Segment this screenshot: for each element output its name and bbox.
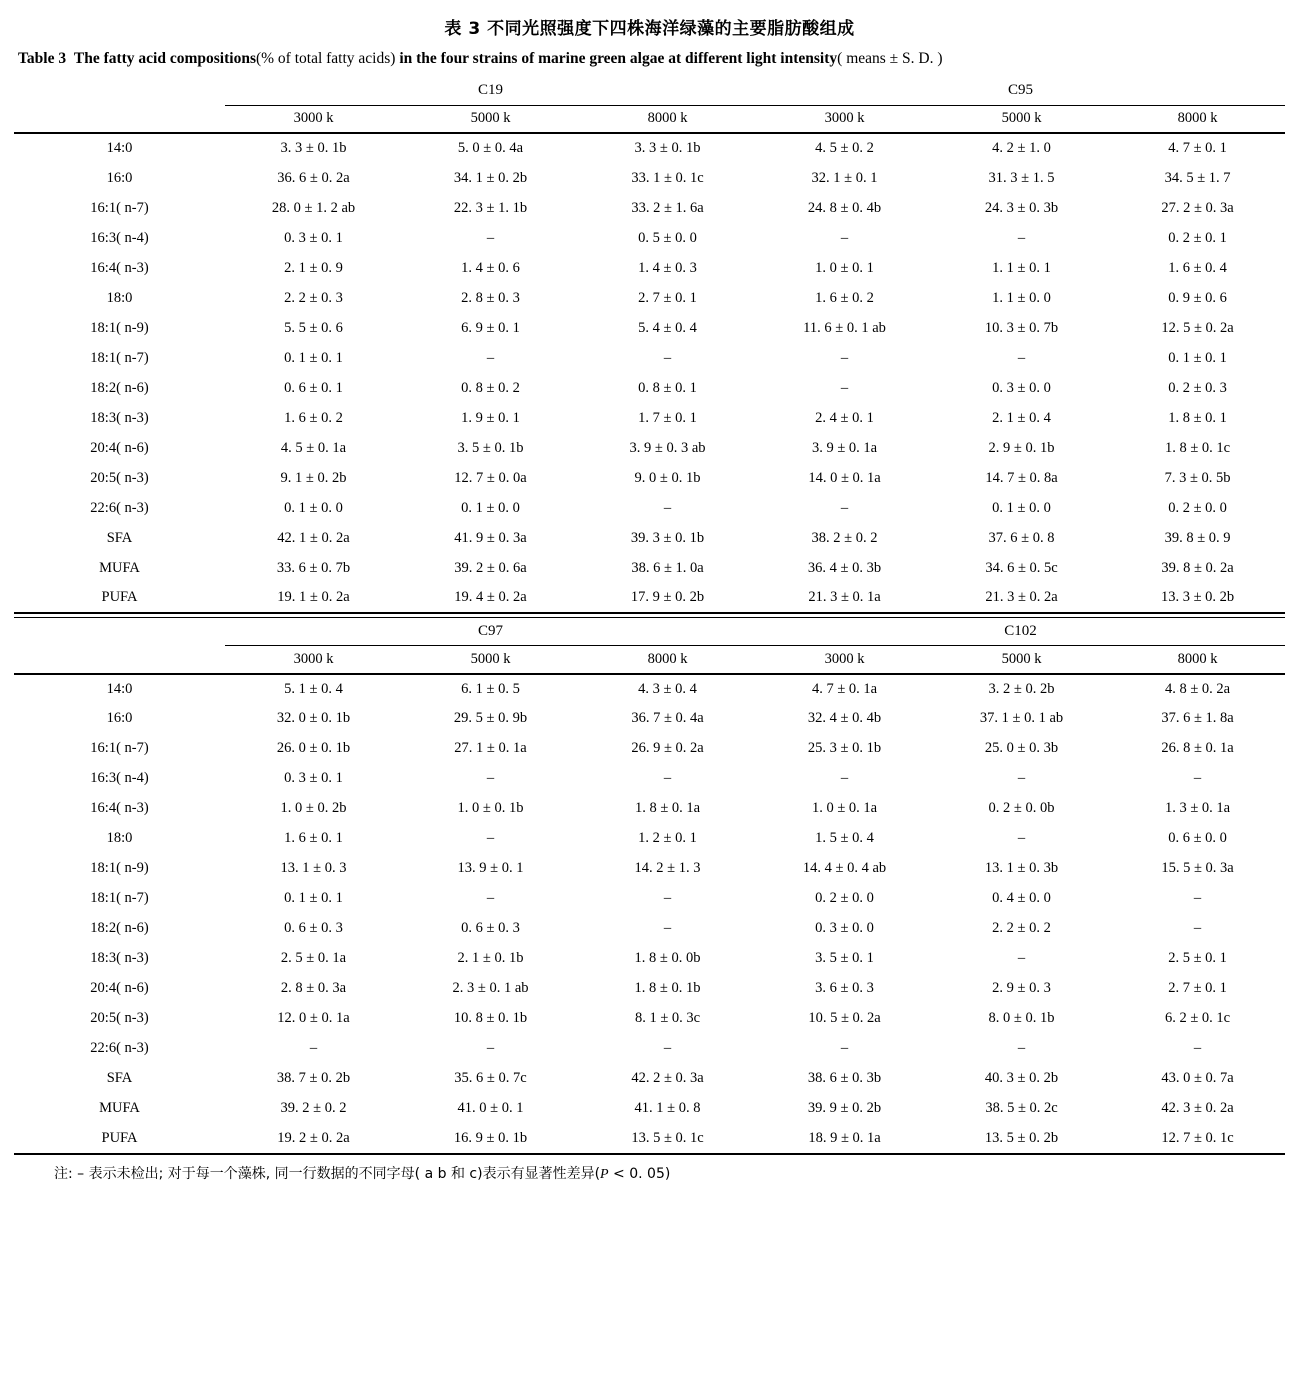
cell-value: – (1017, 229, 1026, 246)
cell-value: 4. 5 ± 0. 1a (280, 439, 347, 456)
cell-value: 0. 8 ± 0. 2 (461, 379, 520, 396)
subheader-c97-8000k: 8000 k (579, 646, 756, 674)
subheader-c19-8000k: 8000 k (579, 105, 756, 133)
cell-value: 1. 8 ± 0. 1b (634, 980, 701, 997)
table-row (14, 1034, 1285, 1064)
cell-value: 4. 2 ± 1. 0 (992, 140, 1051, 157)
row-label: 18:0 (106, 289, 133, 306)
cell-value: 2. 7 ± 0. 1 (1168, 980, 1227, 997)
cell-value: 16. 9 ± 0. 1b (402, 1124, 579, 1154)
cell-value: 0. 4 ± 0. 0 (992, 890, 1051, 907)
cell-value: 42. 3 ± 0. 2a (1161, 1100, 1234, 1117)
cell-value: 6. 1 ± 0. 5 (461, 680, 520, 697)
cell-value: 33. 1 ± 0. 1c (631, 169, 704, 186)
cell-value: 37. 6 ± 1. 8a (1161, 710, 1234, 727)
cell-value: 2. 8 ± 0. 3a (280, 980, 347, 997)
cell-value: 11. 6 ± 0. 1 ab (803, 319, 886, 336)
cell-value: 32. 0 ± 0. 1b (276, 710, 351, 727)
cell-value: 21. 3 ± 0. 2a (933, 583, 1110, 613)
cell-value: 0. 6 ± 0. 3 (461, 920, 520, 937)
cell-value: 3. 3 ± 0. 1b (634, 140, 701, 157)
row-label: 16:1( n-7) (90, 199, 149, 216)
cell-value: – (663, 349, 672, 366)
cell-value: 24. 3 ± 0. 3b (984, 199, 1059, 216)
row-label: 16:0 (106, 710, 133, 727)
cell-value: 39. 2 ± 0. 6a (454, 559, 527, 576)
cell-value: 4. 7 ± 0. 1 (1168, 140, 1227, 157)
cell-value: 41. 0 ± 0. 1 (457, 1100, 524, 1117)
row-label: 20:5( n-3) (90, 469, 149, 486)
cell-value: 14. 2 ± 1. 3 (634, 860, 701, 877)
table-row (14, 734, 1285, 764)
cell-value: 33. 2 ± 1. 6a (631, 199, 704, 216)
row-label: 14:0 (106, 680, 133, 697)
cell-value: 27. 2 ± 0. 3a (1161, 199, 1234, 216)
table-row (14, 794, 1285, 824)
cell-value: 2. 9 ± 0. 1b (988, 439, 1055, 456)
cell-value: 29. 5 ± 0. 9b (453, 710, 528, 727)
cell-value: 25. 0 ± 0. 3b (984, 740, 1059, 757)
cell-value: 4. 5 ± 0. 2 (815, 140, 874, 157)
cell-value: 42. 1 ± 0. 2a (277, 529, 350, 546)
cell-value: 13. 5 ± 0. 2b (933, 1124, 1110, 1154)
cell-value: 39. 2 ± 0. 2 (280, 1100, 347, 1117)
table-title-english (18, 49, 1285, 69)
cell-value: 0. 5 ± 0. 0 (638, 229, 697, 246)
cell-value: – (840, 770, 849, 787)
cell-value: 41. 1 ± 0. 8 (634, 1100, 701, 1117)
cell-value: 14. 4 ± 0. 4 ab (802, 860, 887, 877)
subheader-c102-8000k: 8000 k (1110, 646, 1285, 674)
cell-value: 37. 6 ± 0. 8 (988, 529, 1055, 546)
row-label: 16:0 (106, 169, 133, 186)
cell-value: 0. 1 ± 0. 0 (992, 499, 1051, 516)
corner-cell (14, 618, 225, 646)
cell-value: 4. 7 ± 0. 1a (811, 680, 878, 697)
table-row (14, 343, 1285, 373)
cell-value: – (663, 1040, 672, 1057)
cell-value: 5. 4 ± 0. 4 (638, 319, 697, 336)
cell-value: – (486, 349, 495, 366)
cell-value: 3. 9 ± 0. 1a (811, 439, 878, 456)
table-row (14, 193, 1285, 223)
cell-value: 41. 9 ± 0. 3a (454, 529, 527, 546)
cell-value: 1. 0 ± 0. 1b (457, 800, 524, 817)
cell-value: – (1193, 770, 1202, 787)
table-row (14, 253, 1285, 283)
footnote-p-symbol: P (600, 1166, 609, 1182)
subheader-c19-5000k: 5000 k (402, 105, 579, 133)
cell-value: 14. 7 ± 0. 8a (985, 469, 1058, 486)
table-row (14, 283, 1285, 313)
cell-value: 1. 3 ± 0. 1a (1164, 800, 1231, 817)
cell-value: 38. 2 ± 0. 2 (811, 529, 878, 546)
cell-value: 39. 9 ± 0. 2b (807, 1100, 882, 1117)
cell-value: 1. 2 ± 0. 1 (638, 830, 697, 847)
cell-value: 39. 3 ± 0. 1b (630, 529, 705, 546)
cell-value: 36. 6 ± 0. 2a (277, 169, 350, 186)
cell-value: – (663, 890, 672, 907)
cell-value: 19. 4 ± 0. 2a (402, 583, 579, 613)
table-row (14, 824, 1285, 854)
subheader-corner (14, 646, 225, 674)
title-paren-1: (% of total fatty acids) (255, 50, 396, 67)
row-label: 14:0 (106, 140, 133, 157)
cell-value: 42. 2 ± 0. 3a (631, 1070, 704, 1087)
cell-value: 1. 9 ± 0. 1 (461, 409, 520, 426)
cell-value: – (486, 1040, 495, 1057)
cell-value: 0. 2 ± 0. 1 (1168, 229, 1227, 246)
row-label: PUFA (14, 1124, 225, 1154)
table-row (14, 463, 1285, 493)
cell-value: – (1193, 890, 1202, 907)
cell-value: 26. 0 ± 0. 1b (276, 740, 351, 757)
subheader-corner (14, 105, 225, 133)
row-label: 22:6( n-3) (90, 1040, 149, 1057)
cell-value: 1. 6 ± 0. 2 (284, 409, 343, 426)
cell-value: 1. 0 ± 0. 1 (815, 259, 874, 276)
cell-value: – (1017, 1040, 1026, 1057)
group-header-c102: C102 (756, 618, 1285, 646)
cell-value: 17. 9 ± 0. 2b (579, 583, 756, 613)
cell-value: 2. 3 ± 0. 1 ab (452, 980, 529, 997)
table-row (14, 133, 1285, 163)
row-label: 18:1( n-9) (90, 860, 149, 877)
cell-value: 1. 6 ± 0. 1 (284, 830, 343, 847)
subheader-c97-5000k: 5000 k (402, 646, 579, 674)
cell-value: 2. 9 ± 0. 3 (992, 980, 1051, 997)
cell-value: 32. 4 ± 0. 4b (807, 710, 882, 727)
cell-value: 5. 0 ± 0. 4a (457, 140, 524, 157)
subheader-c95-8000k: 8000 k (1110, 105, 1285, 133)
subheader-row (14, 646, 1285, 674)
title-paren-2: ( means ± S. D. ) (837, 50, 943, 67)
cell-value: 40. 3 ± 0. 2b (984, 1070, 1059, 1087)
cell-value: – (486, 830, 495, 847)
table-row (14, 944, 1285, 974)
cell-value: 10. 8 ± 0. 1b (453, 1010, 528, 1027)
cell-value: – (1017, 770, 1026, 787)
cell-value: 2. 1 ± 0. 1b (457, 950, 524, 967)
group-header-c97: C97 (225, 618, 756, 646)
row-label: PUFA (14, 583, 225, 613)
cell-value: 12. 7 ± 0. 1c (1110, 1124, 1285, 1154)
cell-value: 8. 1 ± 0. 3c (634, 1010, 701, 1027)
cell-value: 22. 3 ± 1. 1b (453, 199, 528, 216)
cell-value: 27. 1 ± 0. 1a (454, 740, 527, 757)
cell-value: 0. 1 ± 0. 1 (284, 349, 343, 366)
cell-value: 15. 5 ± 0. 3a (1161, 860, 1234, 877)
cell-value: 0. 3 ± 0. 0 (815, 920, 874, 937)
cell-value: – (1017, 349, 1026, 366)
table-row (14, 854, 1285, 884)
row-label: 16:1( n-7) (90, 740, 149, 757)
table-row (14, 1004, 1285, 1034)
cell-value: 0. 6 ± 0. 0 (1168, 830, 1227, 847)
cell-value: 1. 5 ± 0. 4 (815, 830, 874, 847)
cell-value: 1. 8 ± 0. 0b (634, 950, 701, 967)
table-row (14, 493, 1285, 523)
table-row (14, 553, 1285, 583)
cell-value: 21. 3 ± 0. 1a (756, 583, 933, 613)
row-label: 16:4( n-3) (90, 259, 149, 276)
cell-value: – (840, 349, 849, 366)
cell-value: 0. 8 ± 0. 1 (638, 379, 697, 396)
row-label: 18:1( n-9) (90, 319, 149, 336)
cell-value: 12. 7 ± 0. 0a (454, 469, 527, 486)
cell-value: – (1193, 1040, 1202, 1057)
cell-value: 2. 1 ± 0. 4 (992, 409, 1051, 426)
group-header-c95: C95 (756, 77, 1285, 105)
fatty-acid-table-block-1 (14, 77, 1285, 614)
cell-value: 0. 1 ± 0. 0 (461, 499, 520, 516)
cell-value: – (663, 770, 672, 787)
cell-value: 2. 2 ± 0. 2 (992, 920, 1051, 937)
table-row (14, 884, 1285, 914)
row-label: 18:1( n-7) (90, 890, 149, 907)
corner-cell (14, 77, 225, 105)
cell-value: – (663, 920, 672, 937)
cell-value: – (1193, 920, 1202, 937)
cell-value: 34. 6 ± 0. 5c (985, 559, 1058, 576)
cell-value: 2. 5 ± 0. 1 (1168, 950, 1227, 967)
cell-value: 8. 0 ± 0. 1b (988, 1010, 1055, 1027)
cell-value: 24. 8 ± 0. 4b (807, 199, 882, 216)
footnote-prefix: 注: – 表示未检出; 对于每一个藻株, 同一行数据的不同字母( a b 和 c)表示有显著性差异( (54, 1165, 601, 1182)
table-row (14, 764, 1285, 794)
cell-value: – (486, 770, 495, 787)
cell-value: 7. 3 ± 0. 5b (1164, 469, 1231, 486)
cell-value: 9. 0 ± 0. 1b (634, 469, 701, 486)
row-label: 22:6( n-3) (90, 499, 149, 516)
cell-value: 14. 0 ± 0. 1a (808, 469, 881, 486)
table-footnote (54, 1163, 1285, 1183)
row-label: 18:2( n-6) (90, 379, 149, 396)
cell-value: 38. 6 ± 0. 3b (807, 1070, 882, 1087)
cell-value: 39. 8 ± 0. 2a (1161, 559, 1234, 576)
cell-value: 1. 6 ± 0. 4 (1168, 259, 1227, 276)
cell-value: 12. 0 ± 0. 1a (277, 1010, 350, 1027)
cell-value: 6. 2 ± 0. 1c (1164, 1010, 1231, 1027)
subheader-c95-5000k: 5000 k (933, 105, 1110, 133)
cell-value: 1. 1 ± 0. 1 (992, 259, 1051, 276)
row-label: SFA (106, 529, 133, 546)
cell-value: 3. 6 ± 0. 3 (815, 980, 874, 997)
row-label: 16:4( n-3) (90, 800, 149, 817)
cell-value: 2. 7 ± 0. 1 (638, 289, 697, 306)
footnote-suffix: < 0. 05) (608, 1165, 671, 1182)
cell-value: 13. 3 ± 0. 2b (1110, 583, 1285, 613)
row-label: 18:1( n-7) (90, 349, 149, 366)
cell-value: 34. 1 ± 0. 2b (453, 169, 528, 186)
cell-value: 3. 5 ± 0. 1 (815, 950, 874, 967)
cell-value: 0. 3 ± 0. 1 (284, 770, 343, 787)
table-row (14, 373, 1285, 403)
cell-value: 31. 3 ± 1. 5 (988, 169, 1055, 186)
cell-value: 0. 6 ± 0. 1 (284, 379, 343, 396)
cell-value: 1. 1 ± 0. 0 (992, 289, 1051, 306)
cell-value: 3. 5 ± 0. 1b (457, 439, 524, 456)
cell-value: 1. 7 ± 0. 1 (638, 409, 697, 426)
cell-value: – (663, 499, 672, 516)
cell-value: 28. 0 ± 1. 2 ab (271, 199, 356, 216)
cell-value: 1. 8 ± 0. 1c (1164, 439, 1231, 456)
subheader-c102-5000k: 5000 k (933, 646, 1110, 674)
row-label: 18:0 (106, 830, 133, 847)
cell-value: – (840, 379, 849, 396)
row-label: MUFA (99, 559, 140, 576)
cell-value: 0. 1 ± 0. 1 (1168, 349, 1227, 366)
table-row (14, 223, 1285, 253)
cell-value: 2. 1 ± 0. 9 (284, 259, 343, 276)
cell-value: 4. 8 ± 0. 2a (1164, 680, 1231, 697)
cell-value: 39. 8 ± 0. 9 (1164, 529, 1231, 546)
cell-value: 0. 2 ± 0. 3 (1168, 379, 1227, 396)
subheader-row (14, 105, 1285, 133)
cell-value: 1. 8 ± 0. 1a (634, 800, 701, 817)
subheader-c102-3000k: 3000 k (756, 646, 933, 674)
table-row (14, 313, 1285, 343)
cell-value: 38. 6 ± 1. 0a (631, 559, 704, 576)
cell-value: 34. 5 ± 1. 7 (1164, 169, 1231, 186)
row-label: 18:3( n-3) (90, 950, 149, 967)
cell-value: 13. 1 ± 0. 3b (984, 860, 1059, 877)
cell-value: 0. 2 ± 0. 0b (988, 800, 1055, 817)
row-label: 16:3( n-4) (90, 770, 149, 787)
cell-value: 32. 1 ± 0. 1 (811, 169, 878, 186)
group-header-c19: C19 (225, 77, 756, 105)
cell-value: 38. 7 ± 0. 2b (276, 1070, 351, 1087)
cell-value: 0. 2 ± 0. 0 (815, 890, 874, 907)
cell-value: 2. 8 ± 0. 3 (461, 289, 520, 306)
cell-value: 1. 0 ± 0. 2b (280, 800, 347, 817)
table-row (14, 1124, 1285, 1154)
table-row (14, 433, 1285, 463)
cell-value: 2. 4 ± 0. 1 (815, 409, 874, 426)
cell-value: – (486, 229, 495, 246)
cell-value: 0. 3 ± 0. 0 (992, 379, 1051, 396)
cell-value: 3. 2 ± 0. 2b (988, 680, 1055, 697)
cell-value: 13. 5 ± 0. 1c (579, 1124, 756, 1154)
table-label: Table 3 (18, 50, 67, 67)
row-label: 20:4( n-6) (90, 439, 149, 456)
cell-value: 3. 9 ± 0. 3 ab (629, 439, 706, 456)
row-label: 20:4( n-6) (90, 980, 149, 997)
cell-value: 2. 5 ± 0. 1a (280, 950, 347, 967)
cell-value: 26. 8 ± 0. 1a (1161, 740, 1234, 757)
cell-value: 35. 6 ± 0. 7c (454, 1070, 527, 1087)
cell-value: 1. 0 ± 0. 1a (811, 800, 878, 817)
cell-value: 26. 9 ± 0. 2a (631, 740, 704, 757)
row-label: SFA (106, 1070, 133, 1087)
cell-value: 1. 6 ± 0. 2 (815, 289, 874, 306)
table-row (14, 704, 1285, 734)
row-label: 20:5( n-3) (90, 1010, 149, 1027)
cell-value: 43. 0 ± 0. 7a (1161, 1070, 1234, 1087)
cell-value: 38. 5 ± 0. 2c (985, 1100, 1058, 1117)
cell-value: – (840, 229, 849, 246)
cell-value: 10. 3 ± 0. 7b (984, 319, 1059, 336)
cell-value: 1. 8 ± 0. 1 (1168, 409, 1227, 426)
cell-value: 9. 1 ± 0. 2b (280, 469, 347, 486)
cell-value: 19. 2 ± 0. 2a (225, 1124, 402, 1154)
table-row (14, 163, 1285, 193)
cell-value: 36. 4 ± 0. 3b (807, 559, 882, 576)
subheader-c19-3000k: 3000 k (225, 105, 402, 133)
cell-value: 18. 9 ± 0. 1a (756, 1124, 933, 1154)
cell-value: 5. 5 ± 0. 6 (284, 319, 343, 336)
cell-value: – (309, 1040, 318, 1057)
cell-value: 0. 2 ± 0. 0 (1168, 499, 1227, 516)
cell-value: 5. 1 ± 0. 4 (284, 680, 343, 697)
cell-value: 10. 5 ± 0. 2a (808, 1010, 881, 1027)
table-row (14, 974, 1285, 1004)
group-header-row (14, 77, 1285, 105)
cell-value: 0. 1 ± 0. 0 (284, 499, 343, 516)
title-part-2: in the four strains of marine green algae at different light intensity (399, 50, 838, 67)
cell-value: 13. 9 ± 0. 1 (457, 860, 524, 877)
cell-value: – (840, 499, 849, 516)
cell-value: 36. 7 ± 0. 4a (631, 710, 704, 727)
row-label: 18:2( n-6) (90, 920, 149, 937)
cell-value: 12. 5 ± 0. 2a (1161, 319, 1234, 336)
table-row (14, 523, 1285, 553)
table-row (14, 914, 1285, 944)
table-row (14, 674, 1285, 704)
cell-value: 37. 1 ± 0. 1 ab (979, 710, 1064, 727)
cell-value: 3. 3 ± 0. 1b (280, 140, 347, 157)
cell-value: – (486, 890, 495, 907)
cell-value: 13. 1 ± 0. 3 (280, 860, 347, 877)
group-header-row (14, 618, 1285, 646)
cell-value: 19. 1 ± 0. 2a (225, 583, 402, 613)
subheader-c97-3000k: 3000 k (225, 646, 402, 674)
cell-value: – (1017, 830, 1026, 847)
cell-value: 0. 6 ± 0. 3 (284, 920, 343, 937)
row-label: 16:3( n-4) (90, 229, 149, 246)
fatty-acid-table-block-2 (14, 617, 1285, 1155)
cell-value: 33. 6 ± 0. 7b (276, 559, 351, 576)
title-part-1: The fatty acid compositions (73, 50, 256, 67)
cell-value: 1. 4 ± 0. 3 (638, 259, 697, 276)
table-row (14, 1094, 1285, 1124)
cell-value: 0. 1 ± 0. 1 (284, 890, 343, 907)
table-row (14, 583, 1285, 613)
cell-value: 6. 9 ± 0. 1 (461, 319, 520, 336)
row-label: 18:3( n-3) (90, 409, 149, 426)
subheader-c95-3000k: 3000 k (756, 105, 933, 133)
cell-value: 0. 3 ± 0. 1 (284, 229, 343, 246)
cell-value: 4. 3 ± 0. 4 (638, 680, 697, 697)
cell-value: 25. 3 ± 0. 1b (807, 740, 882, 757)
row-label: MUFA (99, 1100, 140, 1117)
table-title-chinese: 表 3 不同光照强度下四株海洋绿藻的主要脂肪酸组成 (444, 19, 855, 39)
cell-value: 2. 2 ± 0. 3 (284, 289, 343, 306)
cell-value: – (840, 1040, 849, 1057)
cell-value: – (1017, 950, 1026, 967)
table-row (14, 1064, 1285, 1094)
cell-value: 0. 9 ± 0. 6 (1168, 289, 1227, 306)
table-row (14, 403, 1285, 433)
cell-value: 1. 4 ± 0. 6 (461, 259, 520, 276)
